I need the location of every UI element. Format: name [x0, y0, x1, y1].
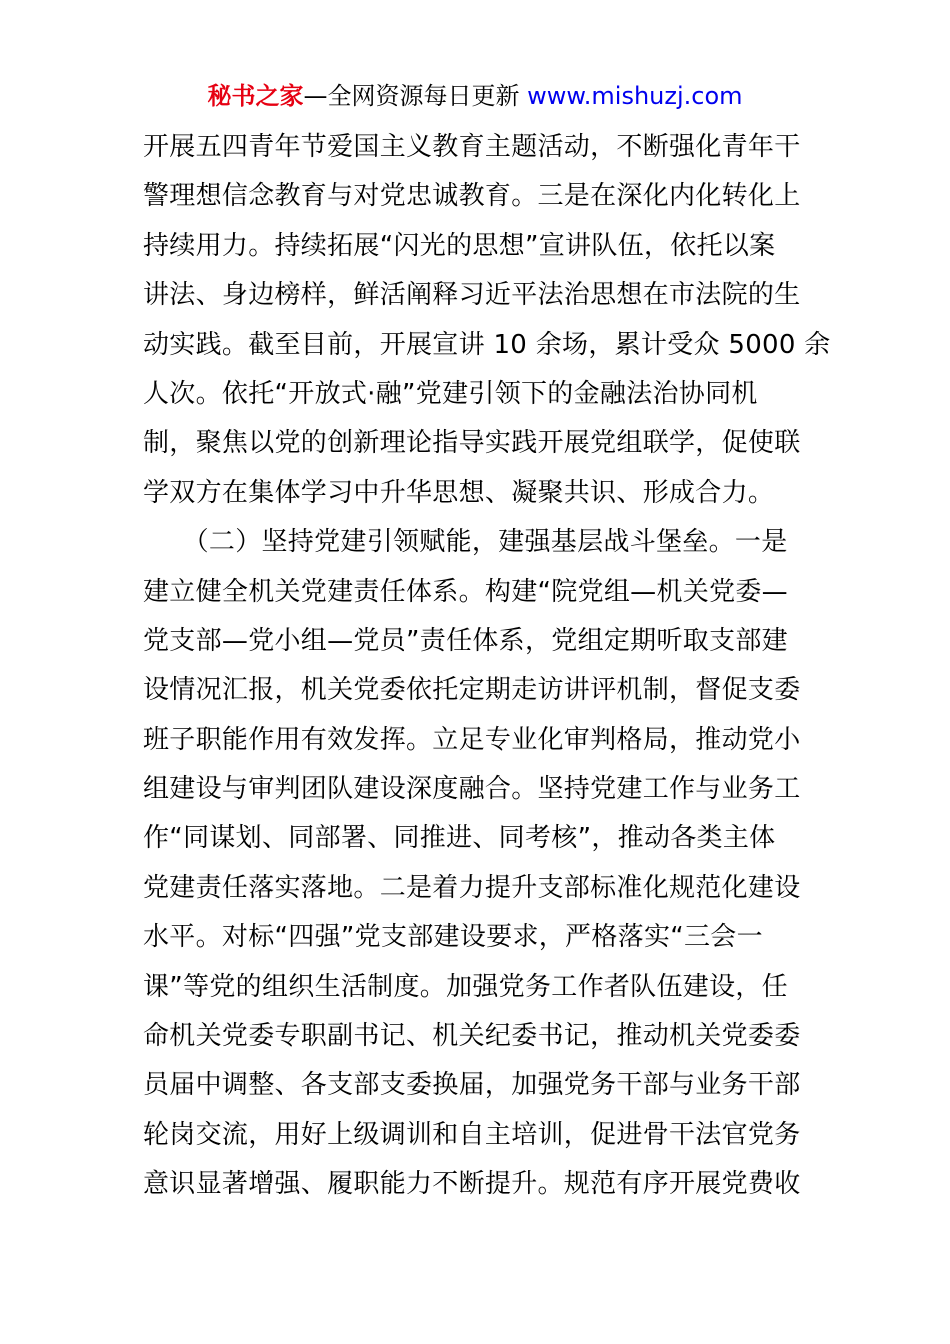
text-line: 人次。依托“开放式·融”党建引领下的金融法治协同机 — [143, 378, 758, 409]
text-line: 制，聚焦以党的创新理论指导实践开展党组联学，促使联 — [143, 428, 801, 459]
text-line: 学双方在集体学习中升华思想、凝聚共识、形成合力。 — [143, 477, 775, 508]
site-brand: 秘书之家 — [207, 82, 304, 110]
text-line: 党建责任落实落地。二是着力提升支部标准化规范化建设 — [143, 872, 801, 903]
section-heading-line: （二）坚持党建引领赋能，建强基层战斗堡垒。一是 — [143, 527, 788, 558]
page-header — [0, 78, 950, 114]
text-line: 水平。对标“四强”党支部建设要求，严格落实“三会一 — [143, 922, 763, 953]
text-line: 动实践。截至目前，开展宣讲 10 余场，累计受众 5000 余 — [143, 329, 831, 360]
text-line: 命机关党委专职副书记、机关纪委书记，推动机关党委委 — [143, 1021, 801, 1052]
text-line: 轮岗交流，用好上级调训和自主培训，促进骨干法官党务 — [143, 1119, 801, 1150]
text-line: 开展五四青年节爱国主义教育主题活动，不断强化青年干 — [143, 132, 801, 162]
text-line: 建立健全机关党建责任体系。构建“院党组—机关党委— — [143, 576, 788, 607]
text-line: 讲法、身边榜样，鲜活阐释习近平法治思想在市法院的生 — [143, 280, 801, 311]
site-tagline: —全网资源每日更新 — [303, 82, 528, 110]
text-line: 作“同谋划、同部署、同推进、同考核”，推动各类主体 — [143, 823, 776, 854]
text-line: 持续用力。持续拓展“闪光的思想”宣讲队伍，依托以案 — [143, 230, 776, 261]
document-body — [143, 123, 831, 1210]
text-line: 组建设与审判团队建设深度融合。坚持党建工作与业务工 — [143, 774, 801, 805]
text-line: 课”等党的组织生活制度。加强党务工作者队伍建设，任 — [143, 971, 788, 1002]
text-line: 意识显著增强、履职能力不断提升。规范有序开展党费收 — [143, 1169, 801, 1200]
text-line: 党支部—党小组—党员”责任体系，党组定期听取支部建 — [143, 625, 788, 656]
text-line: 员届中调整、各支部支委换届，加强党务干部与业务干部 — [143, 1070, 801, 1101]
site-url-link[interactable]: www.mishuzj.com — [527, 82, 743, 110]
text-line: 设情况汇报，机关党委依托定期走访讲评机制，督促支委 — [143, 675, 801, 706]
text-line: 警理想信念教育与对党忠诚教育。三是在深化内化转化上 — [143, 181, 801, 212]
text-line: 班子职能作用有效发挥。立足专业化审判格局，推动党小 — [143, 724, 801, 755]
